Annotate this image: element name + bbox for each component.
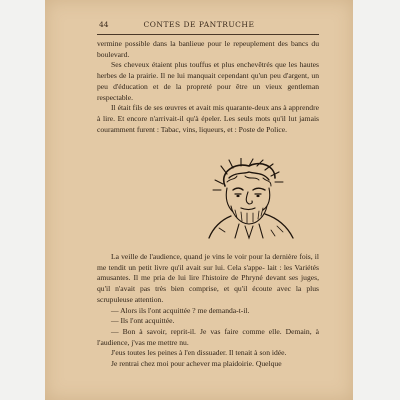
dialogue-line <box>97 327 319 348</box>
text-line: hautes herbes de la prairie. Il ne lui manquait cependant qu'un <box>97 60 319 81</box>
text-line: vieux gentleman respectable. <box>97 81 319 102</box>
text-line: — Alors ils l'ont acquittée ? me demanda-t-il. <box>111 305 250 315</box>
text-line: et : Poste de Police. <box>227 124 287 134</box>
paragraph-eve-of-hearing <box>97 252 319 306</box>
dialogue-line <box>97 316 319 327</box>
text-line: et qu'il écoute avec la plus scrupuleuse attention. <box>97 284 319 304</box>
dialogue-line <box>97 306 319 317</box>
text-line: mots qu'il lut jamais couramment furent : Tabac, vins, liqueurs, <box>97 113 320 134</box>
text-line: La veille de l'audience, quand je vins le voir pour la dernière <box>111 252 298 261</box>
text-line: apprendre à lire. Et encore n'arrivait-il qu'à épeler. Les seuls <box>97 103 319 123</box>
page-header <box>45 18 353 32</box>
portrait-illustration <box>205 158 297 240</box>
text-line: fois, il me tendit un petit livre qu'il avait sur lui. Cela s'appe- <box>97 252 319 272</box>
paragraph-hair <box>97 60 319 103</box>
text-line: J'eus toutes les peines à l'en dissuader. Il tenait à son idée. <box>111 348 287 358</box>
bottom-text-block <box>97 252 319 370</box>
book-page <box>45 0 353 400</box>
text-line: Phryné devant ses juges, qu'il n'avait pas très bien comprise, <box>97 273 319 294</box>
text-line: Je rentrai chez moi pour achever ma plaidoirie. Quelque <box>111 359 282 369</box>
text-line: Il était fils de ses œuvres et avait mis quarante-deux ans à <box>111 103 287 113</box>
header-rule <box>97 34 319 35</box>
text-line: Ses cheveux étaient plus touffus et plus enchevêtrés que les <box>111 60 298 70</box>
paragraph-reading <box>97 103 319 135</box>
paragraph-return-home <box>97 359 319 370</box>
text-line: vermine possible dans la banlieue pour le repeuplement des <box>97 39 288 48</box>
text-line: — Ils l'ont acquittée. <box>111 316 175 326</box>
paragraph-continuation <box>97 39 319 60</box>
text-line: bancs du boulevard. <box>97 39 319 59</box>
page-number: 44 <box>99 20 109 29</box>
running-title: CONTES DE PANTRUCHE <box>143 20 255 29</box>
paragraph-dissuade <box>97 348 319 359</box>
text-line: lait : les Variétés amusantes. Il me pria de lui lire l'histoire de <box>97 262 319 283</box>
top-text-block <box>97 39 319 135</box>
text-line: — Bon à savoir, reprit-il. Je vas faire comme elle. Demain, à <box>111 326 319 336</box>
text-line: l'audience, j'vas me mettre nu. <box>97 337 189 347</box>
text-line: peu d'argent, un peu d'éducation et de la propreté pour être un <box>97 71 319 91</box>
